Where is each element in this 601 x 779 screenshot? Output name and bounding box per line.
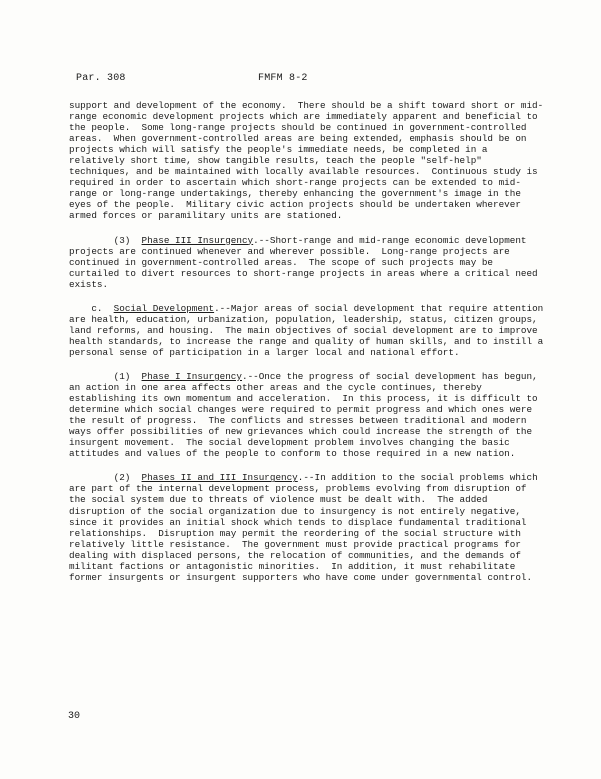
paragraph-social-development: [69, 303, 547, 358]
paragraph-lead: (1): [69, 370, 142, 382]
paragraph-text: .--Once the progress of social development has begun, an action in one area affects other areas and the cycle continues, thereby establishing its own momentum and acceleration. In this process, it is difficult to determine which social changes were required to permit progress and which ones were the result of progress. The conflicts and stresses between traditional and modern ways offer possibilities of new grievances which could increase the strength of the insurgent movement. The social development problem involves changing the basic attitudes and values of the people to conform to those required in a new nation.: [69, 370, 544, 460]
paragraph-text: .--Short-range and mid-range economic development projects are continued whenever and wherever possible. Long-range projects are continued in government-controlled areas. The scope of such projects may be curtailed to divert resources to short-range projects in areas where a critical need exists.: [69, 234, 544, 290]
paragraph-lead: (3): [69, 234, 142, 246]
paragraph-lead: c.: [69, 302, 114, 314]
paragraph-text: support and development of the economy. There should be a shift toward short or mid-range economic development projects which are immediately apparent and beneficial to the people. Some long-range projects should be continued in government-controlled areas. When government-controlled areas are being extended, emphasis should be on projects which will satisfy the people's immediate needs, be completed in a relatively short time, show tangible results, teach the people "self-help" techniques, and be maintained with locally available resources. Continuous study is required in order to ascertain which short-range projects can be extended to mid-range or long-range undertakings, thereby enhancing the government's image in the eyes of the people. Military civic action projects should be undertaken wherever armed forces or paramilitary units are stationed.: [69, 100, 544, 222]
paragraph-heading: Social Development: [113, 302, 215, 314]
page-number: 30: [68, 711, 81, 722]
body-text: [69, 100, 547, 596]
paragraph-lead: (2): [69, 472, 142, 484]
manual-identifier: FMFM 8-2: [258, 73, 308, 84]
paragraph-heading: Phase I Insurgency: [141, 370, 242, 382]
paragraph-text: .--In addition to the social problems which are part of the internal development process, problems evolving from disruption of the social system due to threats of violence must be dealt with. The added disruption of the social organization due to insurgency is not entirely negative, since it provides an initial shock which tends to displace fundamental traditional relationships. Disruption may permit the reordering of the social structure with relatively little resistance. The government must provide practical programs for dealing with displaced persons, the relocation of communities, and the demands of militant factions or antagonistic minorities. In addition, it must rehabilitate former insurgents or insurgent supporters who have come under governmental control.: [69, 472, 544, 583]
paragraph-phase-3-economic: [69, 235, 547, 290]
paragraph-reference: Par. 308: [76, 73, 126, 84]
paragraph-phases-2-3-social: [69, 472, 547, 582]
paragraph-heading: Phases II and III Insurgency: [141, 472, 298, 484]
paragraph-heading: Phase III Insurgency: [141, 234, 254, 246]
paragraph-text: .--Major areas of social development that require attention are health, education, urbanization, population, leadership, status, citizen groups, land reforms, and housing. The main objectives of social development are to improve health standards, to increase the range and quality of human skills, and to instill a personal sense of participation in a larger local and national effort.: [69, 302, 549, 358]
paragraph-economy-continued: [69, 100, 547, 222]
paragraph-phase-1-social: [69, 371, 547, 459]
